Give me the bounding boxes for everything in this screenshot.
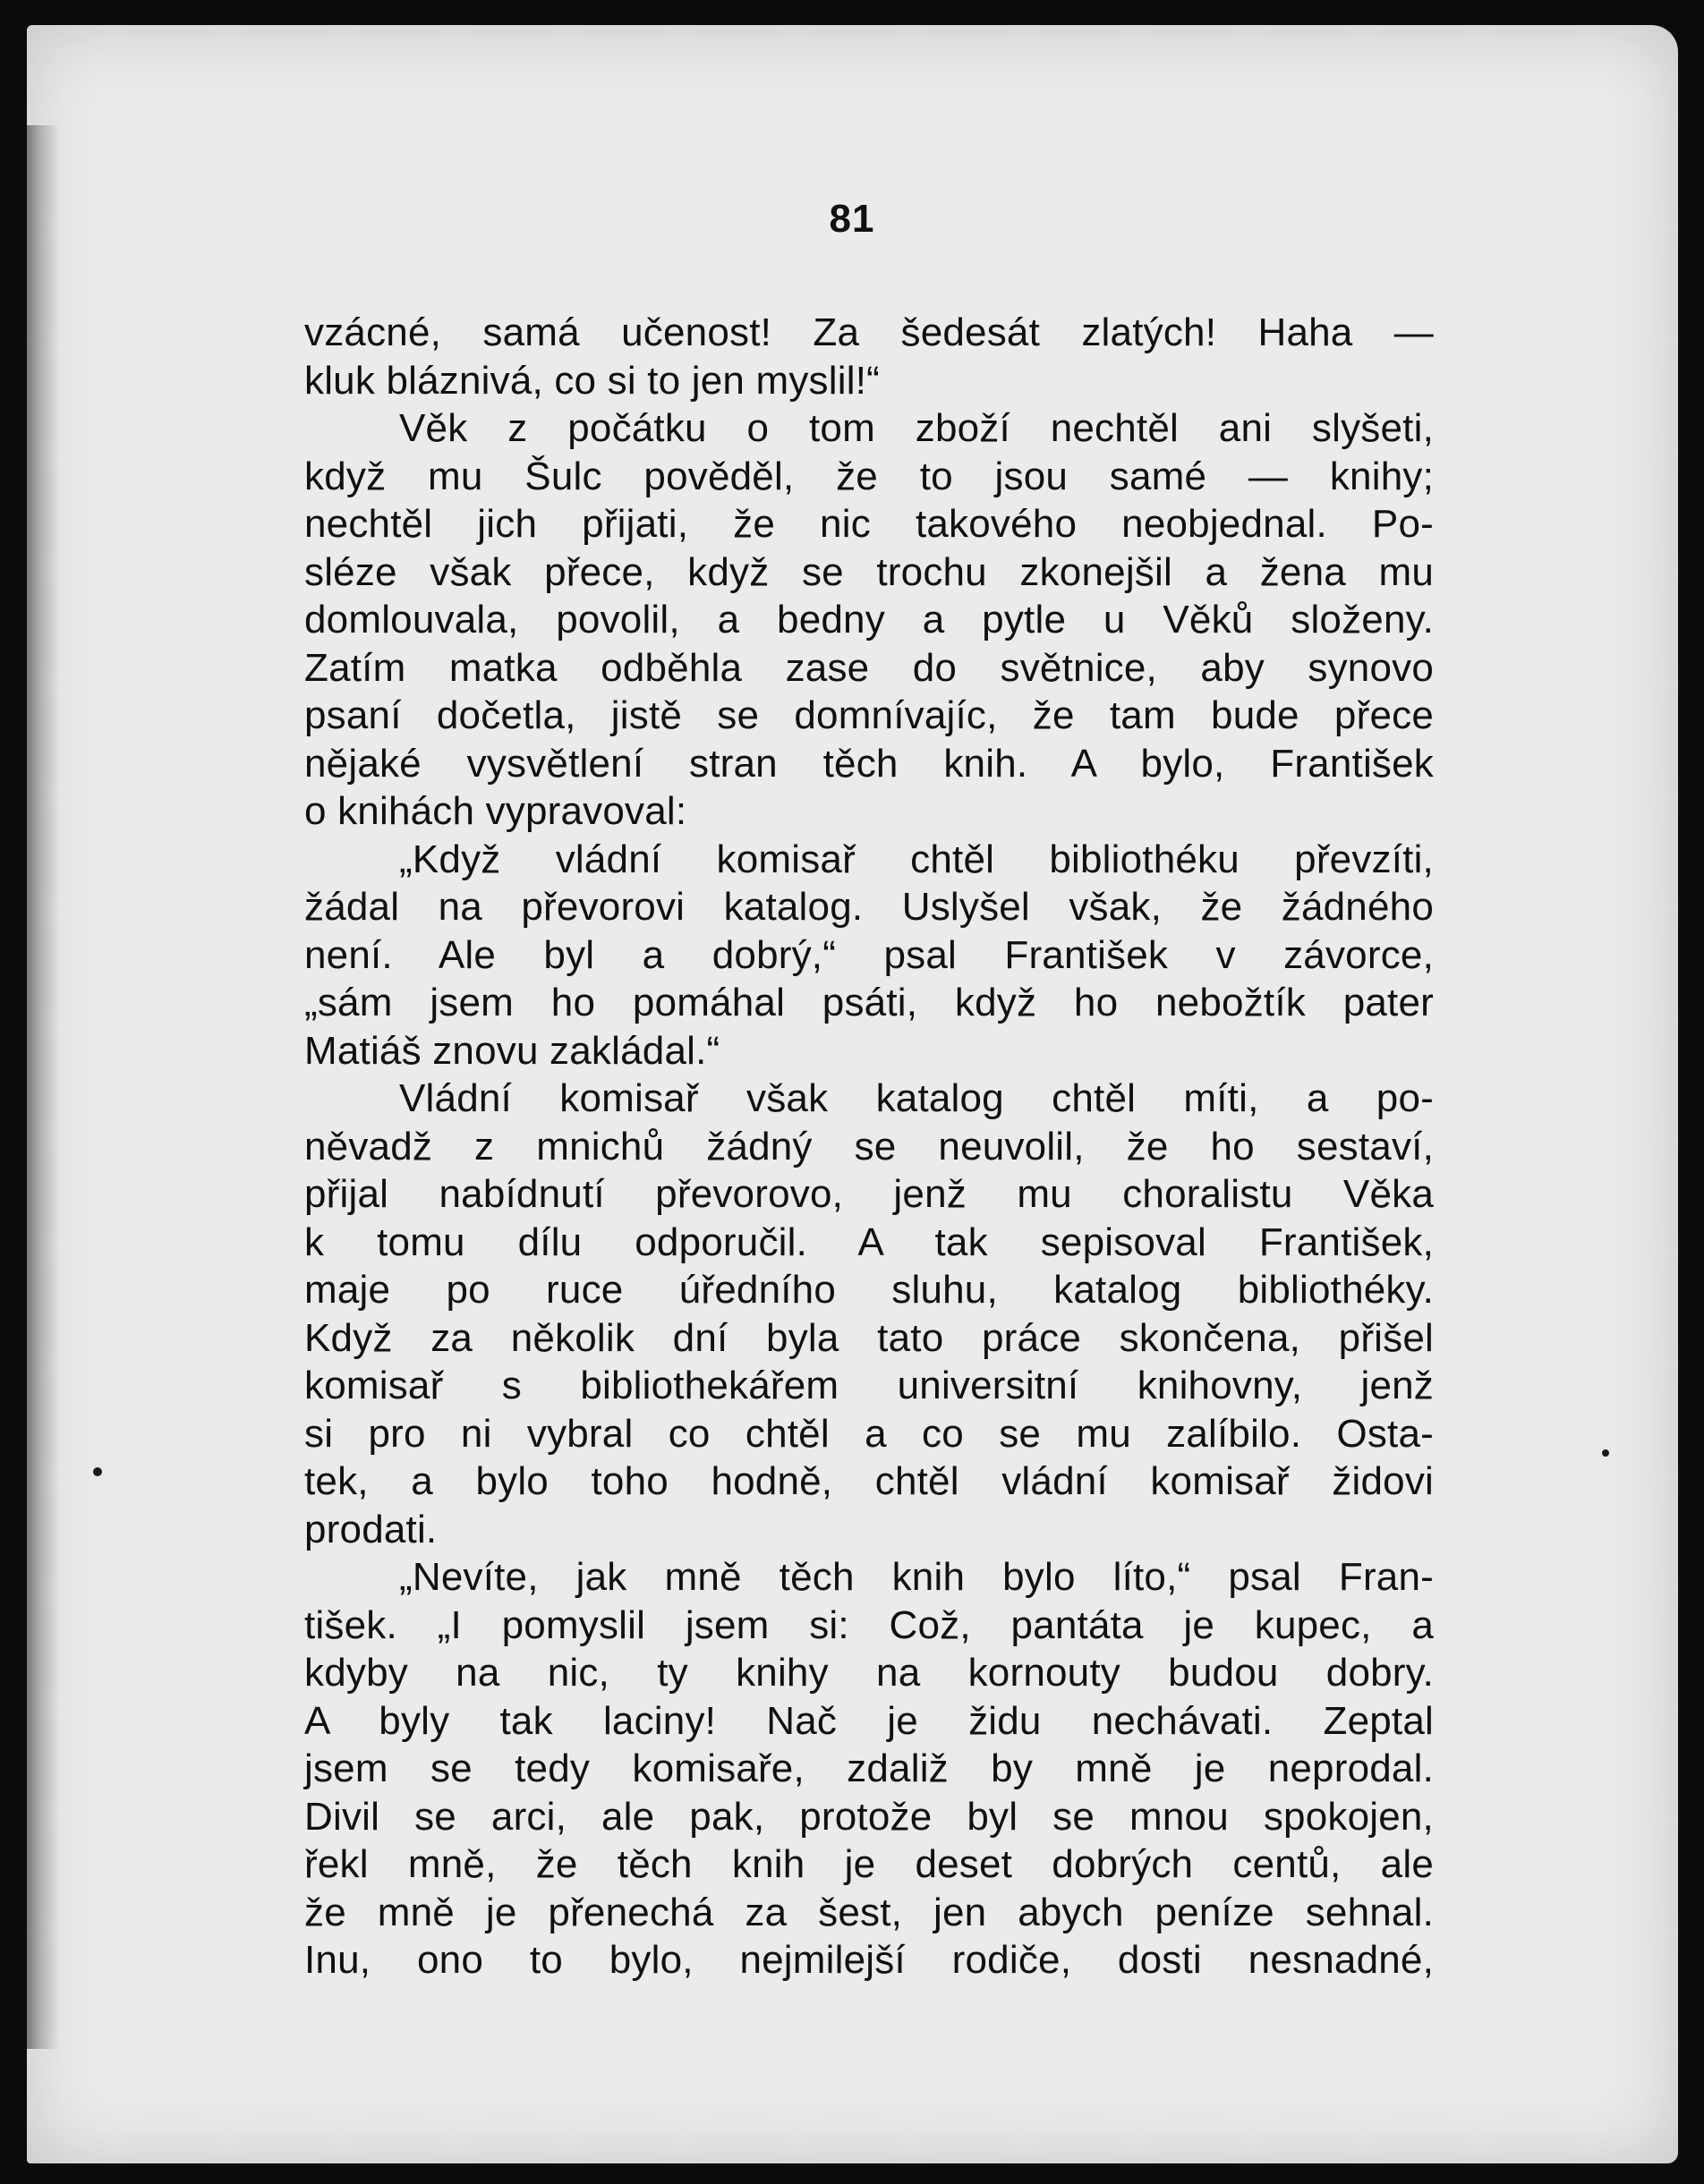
text-line: že mně je přenechá za šest, jen abych peníze sehnal. [304, 1890, 1434, 1934]
text-line: řekl mně, že těch knih je deset dobrých centů, ale [304, 1842, 1434, 1886]
text-line: o knihách vypravoval: [304, 789, 687, 833]
page-gutter-shadow [27, 125, 59, 2049]
text-line: přijal nabídnutí převorovo, jenž mu choralistu Věka [304, 1172, 1434, 1216]
text-line: Když za několik dní byla tato práce skončena, přišel [304, 1315, 1434, 1360]
page-number: 81 [829, 197, 875, 241]
text-line: komisař s bibliothekářem universitní knihovny, jenž [304, 1364, 1434, 1407]
text-line: Vládní komisař však katalog chtěl míti, a po- [399, 1076, 1434, 1120]
text-line: kluk bláznivá, co si to jen myslil!“ [304, 358, 880, 403]
text-line: Zatím matka odběhla zase do světnice, aby synovo [304, 645, 1434, 690]
text-line: nějaké vysvětlení stran těch knih. A bylo, František [304, 741, 1434, 786]
text-line: žádal na převorovi katalog. Uslyšel však, že žádného [304, 885, 1434, 929]
text-line: jsem se tedy komisaře, zdaliž by mně je neprodal. [304, 1746, 1434, 1790]
text-line: „sám jsem ho pomáhal psáti, když ho nebožtík pater [304, 981, 1434, 1024]
text-line: sléze však přece, když se trochu zkonejšil a žena mu [304, 549, 1434, 594]
text-line: „Když vládní komisař chtěl bibliothéku převzíti, [399, 837, 1434, 881]
text-line: si pro ni vybral co chtěl a co se mu zalíbilo. Osta- [304, 1411, 1434, 1456]
text-line: A byly tak laciny! Nač je židu nechávati. Zeptal [304, 1698, 1434, 1743]
text-line: tek, a bylo toho hodně, chtěl vládní komisař židovi [304, 1459, 1434, 1503]
text-line: domlouvala, povolil, a bedny a pytle u Věků složeny. [304, 598, 1434, 642]
text-line: nechtěl jich přijati, že nic takového neobjednal. Po- [304, 502, 1434, 546]
text-line: Matiáš znovu zakládal.“ [304, 1028, 720, 1073]
ink-speck [93, 1467, 102, 1476]
text-line: když mu Šulc pověděl, že to jsou samé — knihy; [304, 454, 1434, 498]
text-line: maje po ruce úředního sluhu, katalog bibliothéky. [304, 1268, 1434, 1312]
text-line: psaní dočetla, jistě se domnívajíc, že tam bude přece [304, 693, 1434, 737]
text-line: není. Ale byl a dobrý,“ psal František v závorce, [304, 932, 1434, 977]
text-line: Divil se arci, ale pak, protože byl se mnou spokojen, [304, 1794, 1434, 1839]
text-line: vzácné, samá učenost! Za šedesát zlatých! Haha — [304, 310, 1434, 354]
ink-speck [1602, 1449, 1609, 1457]
text-line: kdyby na nic, ty knihy na kornouty budou dobry. [304, 1651, 1434, 1695]
body-text [304, 309, 1434, 1984]
text-line: „Nevíte, jak mně těch knih bylo líto,“ psal Fran- [399, 1555, 1434, 1599]
text-line: něvadž z mnichů žádný se neuvolil, že ho sestaví, [304, 1124, 1434, 1168]
text-line: tišek. „I pomyslil jsem si: Což, pantáta je kupec, a [304, 1602, 1434, 1647]
text-line: Věk z počátku o tom zboží nechtěl ani slyšeti, [399, 406, 1434, 450]
text-line: k tomu dílu odporučil. A tak sepisoval František, [304, 1219, 1434, 1264]
text-line: Inu, ono to bylo, nejmilejší rodiče, dosti nesnadné, [304, 1938, 1434, 1982]
text-line: prodati. [304, 1507, 438, 1551]
